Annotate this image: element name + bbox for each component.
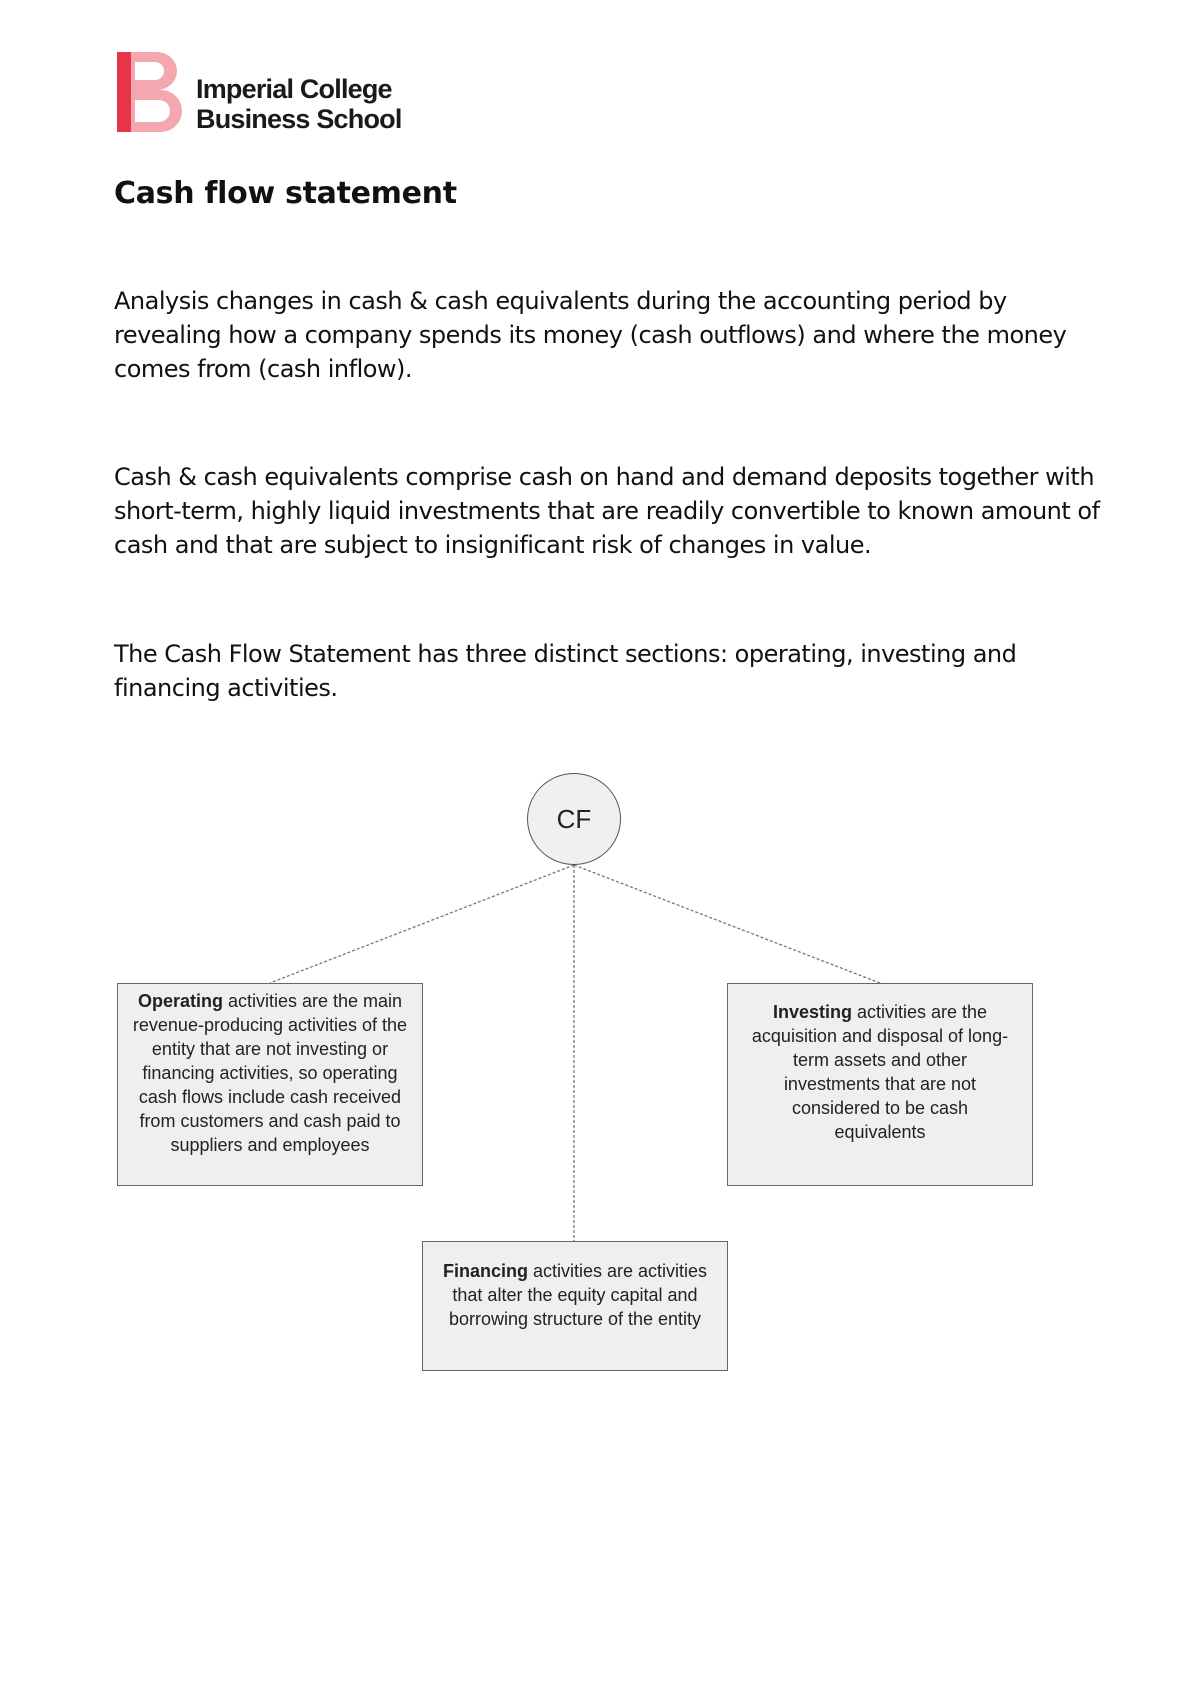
page-title: Cash flow statement (114, 176, 457, 211)
connector-operating (270, 865, 574, 983)
investing-activities-box (727, 983, 1033, 1186)
operating-text: activities are the main revenue-producing activities of the entity that are not investing or financing activities, so operating cash flows include cash received from customers and cash paid to suppliers and employees (132, 991, 408, 1155)
connector-investing (574, 865, 880, 983)
logo-line-2: Business School (196, 104, 402, 134)
paragraph-three-sections: The Cash Flow Statement has three distinct sections: operating, investing and financing activities. (114, 640, 1017, 702)
investing-text: activities are the acquisition and disposal of long-term assets and other investments that are not considered to be cash equivalents (751, 1002, 1009, 1142)
financing-activities-box (422, 1241, 728, 1371)
operating-activities-box (117, 983, 423, 1186)
paragraph-analysis: Analysis changes in cash & cash equivalents during the accounting period by revealing how a company spends its money (cash outflows) and where the money comes from (cash inflow). (114, 287, 1067, 383)
paragraph-cash-equivalents: Cash & cash equivalents comprise cash on hand and demand deposits together with short-term, highly liquid investments that are readily convertible to known amount of cash and that are subject to insignificant risk of changes in value. (114, 463, 1100, 559)
logo-line-1: Imperial College (196, 74, 392, 104)
financing-text: activities are activities that alter the equity capital and borrowing structure of the entity (448, 1261, 708, 1329)
diagram-root-cf: CF (527, 773, 621, 865)
financing-lead: Financing (442, 1261, 528, 1281)
operating-lead: Operating (137, 991, 223, 1011)
investing-lead: Investing (772, 1002, 852, 1022)
